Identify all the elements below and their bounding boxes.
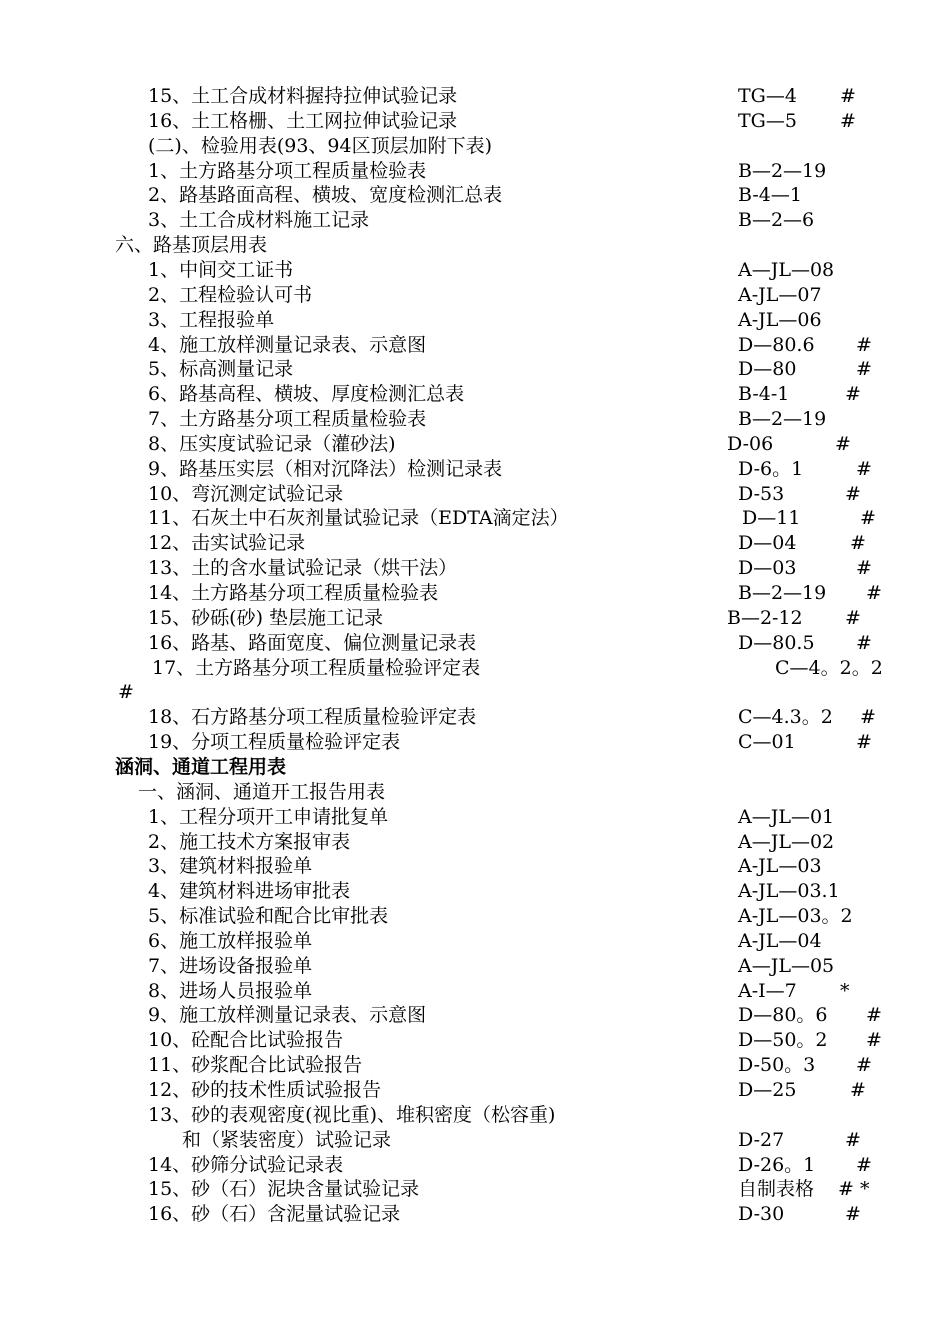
mark-symbol: # xyxy=(866,582,882,604)
document-line xyxy=(0,854,950,879)
mark-symbol: # xyxy=(856,1054,872,1077)
mark-symbol: # xyxy=(850,1079,866,1101)
mark-symbol: # xyxy=(866,1004,882,1027)
mark-symbol: # xyxy=(866,1029,882,1052)
form-code: B-4-1 xyxy=(738,383,790,406)
line-text: 4、建筑材料进场审批表 xyxy=(148,880,351,903)
form-code: B-4—1 xyxy=(738,184,802,207)
form-code: B—2-12 xyxy=(727,606,803,629)
mark-symbol: # xyxy=(845,1128,861,1151)
document-line xyxy=(0,830,950,855)
document-line xyxy=(0,755,950,780)
line-text: 9、路基压实层（相对沉降法）检测记录表 xyxy=(148,457,503,480)
mark-symbol: * xyxy=(840,979,850,1002)
form-code: B—2—19 xyxy=(738,408,827,431)
form-code: D-6。1 xyxy=(738,457,804,480)
mark-symbol: # xyxy=(856,557,872,580)
document-line xyxy=(0,805,950,830)
document-line xyxy=(0,556,950,581)
document-line xyxy=(0,1003,950,1028)
line-text: 16、砂（石）含泥量试验记录 xyxy=(148,1203,401,1226)
document-line xyxy=(0,730,950,755)
document-line xyxy=(0,1153,950,1178)
form-code: D-50。3 xyxy=(738,1054,816,1077)
line-text: 4、施工放样测量记录表、示意图 xyxy=(148,333,427,356)
mark-symbol: # xyxy=(856,731,872,754)
line-text: 1、中间交工证书 xyxy=(148,258,294,281)
document-line xyxy=(0,929,950,954)
line-text: 涵洞、通道工程用表 xyxy=(115,755,287,778)
document-line xyxy=(0,1128,950,1153)
document-line xyxy=(0,407,950,432)
form-code: A—JL—01 xyxy=(738,805,835,828)
line-text: 13、土的含水量试验记录（烘干法） xyxy=(148,557,458,580)
line-text: 7、土方路基分项工程质量检验表 xyxy=(148,408,427,431)
form-code: A—JL—02 xyxy=(738,830,835,853)
form-code: A—JL—08 xyxy=(738,258,835,281)
document-line xyxy=(0,581,950,606)
form-code: A-JL—03 xyxy=(738,855,822,878)
line-text: 17、土方路基分项工程质量检验评定表 xyxy=(152,656,481,679)
line-text: 11、石灰土中石灰剂量试验记录（EDTA滴定法） xyxy=(148,507,569,530)
form-code: D-53 xyxy=(738,482,785,505)
mark-symbol: # * xyxy=(838,1178,870,1201)
form-code: D—80 xyxy=(738,358,797,381)
form-code: D-30 xyxy=(738,1203,785,1226)
document-line xyxy=(0,656,950,681)
line-text: 6、路基高程、横坡、厚度检测汇总表 xyxy=(148,383,465,406)
line-text: 8、进场人员报验单 xyxy=(148,979,313,1002)
line-text: 3、土工合成材料施工记录 xyxy=(148,209,370,232)
document-line xyxy=(0,1177,950,1202)
form-code: D—11 xyxy=(742,507,801,530)
line-text: 14、土方路基分项工程质量检验表 xyxy=(148,582,439,604)
line-text: 1、土方路基分项工程质量检验表 xyxy=(148,159,427,182)
document-line xyxy=(0,382,950,407)
form-code: A-JL—03.1 xyxy=(738,880,840,903)
line-text: 5、标高测量记录 xyxy=(148,358,294,381)
mark-symbol: # xyxy=(835,432,851,455)
form-code: A-JL—07 xyxy=(738,283,822,306)
line-text: 10、砼配合比试验报告 xyxy=(148,1029,344,1052)
mark-symbol: # xyxy=(856,631,872,654)
form-code: C—4.3。2 xyxy=(738,706,833,729)
line-text: 13、砂的表观密度(视比重)、堆积密度（松容重) xyxy=(148,1103,556,1126)
form-code: A—JL—05 xyxy=(738,954,835,977)
line-text: 1、工程分项开工申请批复单 xyxy=(148,805,389,828)
mark-symbol: # xyxy=(856,333,872,356)
form-code: D—50。2 xyxy=(738,1029,828,1052)
form-code: 自制表格 xyxy=(738,1178,815,1201)
document-line xyxy=(0,705,950,730)
mark-symbol: # xyxy=(856,1153,872,1176)
line-text: 12、击实试验记录 xyxy=(148,532,306,555)
line-text: 6、施工放样报验单 xyxy=(148,929,313,952)
line-text: 5、标准试验和配合比审批表 xyxy=(148,905,389,928)
mark-symbol: # xyxy=(845,1203,861,1226)
document-line xyxy=(0,606,950,631)
line-text: 和（紧装密度）试验记录 xyxy=(182,1128,392,1151)
line-text: 15、土工合成材料握持拉伸试验记录 xyxy=(148,85,458,107)
document-line xyxy=(0,1078,950,1103)
mark-symbol: # xyxy=(850,532,866,555)
line-text: 10、弯沉测定试验记录 xyxy=(148,482,344,505)
form-code: D—80。6 xyxy=(738,1004,828,1027)
document-line xyxy=(0,432,950,457)
form-code: D—04 xyxy=(738,532,797,555)
document-line xyxy=(0,1028,950,1053)
line-text: 7、进场设备报验单 xyxy=(148,954,313,977)
form-code: D—80.5 xyxy=(738,631,815,654)
mark-symbol: # xyxy=(856,358,872,381)
form-code: A-JL—03。2 xyxy=(738,905,853,928)
form-code: A-JL—04 xyxy=(738,929,822,952)
document-line xyxy=(0,333,950,358)
line-text: 2、工程检验认可书 xyxy=(148,283,313,306)
document-line xyxy=(0,258,950,283)
document-line xyxy=(0,780,950,805)
mark-symbol: # xyxy=(845,606,861,629)
form-code: TG—5 xyxy=(738,109,797,132)
document-line xyxy=(0,482,950,507)
document-line xyxy=(0,84,950,109)
mark-symbol: # xyxy=(860,507,876,530)
document-line xyxy=(0,109,950,134)
line-text: 12、砂的技术性质试验报告 xyxy=(148,1079,382,1101)
document-line xyxy=(0,1202,950,1227)
line-text: 19、分项工程质量检验评定表 xyxy=(148,731,401,754)
document-line xyxy=(0,183,950,208)
document-line xyxy=(0,283,950,308)
document-line xyxy=(0,904,950,929)
mark-symbol: # xyxy=(856,457,872,480)
line-text: 18、石方路基分项工程质量检验评定表 xyxy=(148,706,477,729)
line-text: 9、施工放样测量记录表、示意图 xyxy=(148,1004,427,1027)
document-line xyxy=(0,954,950,979)
document-line xyxy=(0,159,950,184)
form-code: C—4。2。2 xyxy=(775,656,883,679)
mark-symbol: # xyxy=(840,109,856,132)
document-line xyxy=(0,1053,950,1078)
document-line xyxy=(0,208,950,233)
line-text: 15、砂（石）泥块含量试验记录 xyxy=(148,1178,420,1201)
line-text: 2、施工技术方案报审表 xyxy=(148,830,351,853)
line-text: 3、工程报验单 xyxy=(148,308,275,331)
mark-symbol: # xyxy=(845,482,861,505)
document-line xyxy=(0,531,950,556)
document-line xyxy=(0,357,950,382)
document-line xyxy=(0,457,950,482)
document-line xyxy=(0,506,950,531)
document-line xyxy=(0,631,950,656)
line-text: 11、砂浆配合比试验报告 xyxy=(148,1054,363,1077)
form-code: A-I—7 xyxy=(738,979,797,1002)
form-code: C—01 xyxy=(738,731,796,754)
line-text: 14、砂筛分试验记录表 xyxy=(148,1153,344,1176)
document-line xyxy=(0,879,950,904)
form-code: B—2—6 xyxy=(738,209,815,232)
form-code: D—80.6 xyxy=(738,333,815,356)
form-code: D—03 xyxy=(738,557,797,580)
line-text: (二)、检验用表(93、94区顶层加附下表) xyxy=(148,134,493,157)
line-text: 15、砂砾(砂) 垫层施工记录 xyxy=(148,606,384,629)
form-code: B—2—19 xyxy=(738,159,827,182)
form-code: D—25 xyxy=(738,1079,797,1101)
line-text: 一、涵洞、通道开工报告用表 xyxy=(138,780,386,803)
mark-symbol: # xyxy=(860,706,876,729)
form-code: B—2—19 xyxy=(738,582,827,604)
document-line xyxy=(0,233,950,258)
form-code: A-JL—06 xyxy=(738,308,822,331)
line-text: # xyxy=(118,681,134,704)
form-code: D-06 xyxy=(727,432,774,455)
line-text: 16、路基、路面宽度、偏位测量记录表 xyxy=(148,631,477,654)
line-text: 2、路基路面高程、横坡、宽度检测汇总表 xyxy=(148,184,503,207)
line-text: 3、建筑材料报验单 xyxy=(148,855,313,878)
mark-symbol: # xyxy=(840,85,856,107)
line-text: 六、路基顶层用表 xyxy=(115,234,268,257)
mark-symbol: # xyxy=(845,383,861,406)
document-line xyxy=(0,680,950,705)
form-code: TG—4 xyxy=(738,85,797,107)
line-text: 8、压实度试验记录（灌砂法) xyxy=(148,432,396,455)
document-line xyxy=(0,308,950,333)
document-line xyxy=(0,134,950,159)
line-text: 16、土工格栅、土工网拉伸试验记录 xyxy=(148,109,458,132)
document-line xyxy=(0,979,950,1004)
form-code: D-26。1 xyxy=(738,1153,816,1176)
document-line xyxy=(0,1103,950,1128)
form-code: D-27 xyxy=(738,1128,785,1151)
